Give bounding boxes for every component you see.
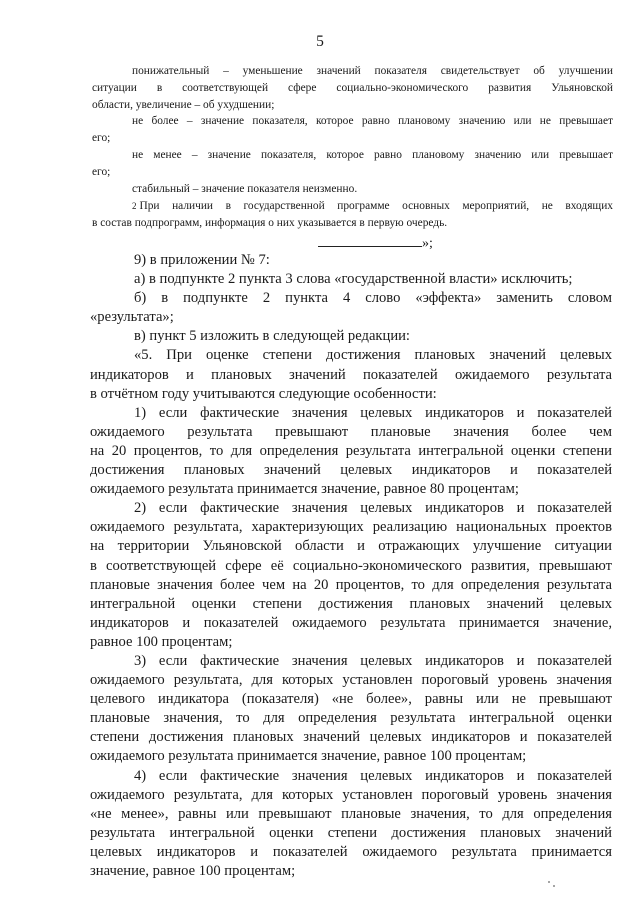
body-text: «не менее», равны или превышают плановые значения, то для определения: [90, 805, 612, 822]
body-text: а) в подпункте 2 пункта 3 слова «государственной власти» исключить;: [134, 271, 573, 288]
body-line: [90, 346, 612, 365]
footnote-line: [92, 164, 613, 181]
body-text: 1) если фактические значения целевых индикаторов и показателей: [134, 404, 612, 421]
footnote-line: [92, 113, 613, 130]
body-text: на территории Ульяновской области и отражающих улучшение ситуации: [90, 538, 612, 555]
footnote-text: его;: [92, 165, 111, 178]
body-text: 9) в приложении № 7:: [134, 252, 270, 268]
body-text: ожидаемого результата принимается значение, равное 80 процентам;: [90, 481, 519, 498]
body-line: [90, 614, 612, 633]
body-line: [90, 270, 612, 289]
body-text: «5. При оценке степени достижения плановых значений целевых: [134, 347, 612, 364]
body-line: [90, 423, 612, 442]
body-line: [90, 385, 612, 404]
body-line: [90, 690, 612, 709]
body-line: [90, 461, 612, 480]
body-text: б) в подпункте 2 пункта 4 слово «эффекта» заменить словом: [134, 290, 612, 307]
body-text: в соответствующей сфере её социально-экономического развития, превышают: [90, 557, 612, 574]
footnote-text: не более – значение показателя, которое равно плановому значению или не превышает: [132, 115, 613, 128]
body-text: «результата»;: [90, 309, 174, 326]
closing-quote: »;: [422, 236, 433, 251]
body-text: результата интегральной оценки степени достижения плановых значений: [90, 824, 612, 841]
body-line: [90, 404, 612, 423]
footnote-line: [92, 215, 613, 232]
footnote-text: стабильный – значение показателя неизменно.: [132, 182, 358, 195]
body-text: 4) если фактические значения целевых индикаторов и показателей: [134, 767, 612, 784]
body-line: [90, 786, 612, 805]
main-body: [90, 251, 612, 881]
body-text: индикаторов и плановых значений показателей ожидаемого результата: [90, 366, 612, 383]
body-line: [90, 843, 612, 862]
body-text: в) пункт 5 изложить в следующей редакции:: [134, 328, 410, 345]
footnote-text: понижательный – уменьшение значений показателя свидетельствует об улучшении: [132, 65, 613, 77]
body-text: плановые значения, то для определения результата интегральной оценки: [90, 710, 612, 727]
body-text: ожидаемого результата, характеризующих реализацию национальных проектов: [90, 519, 612, 536]
body-line: [90, 251, 612, 270]
page-number: 5: [316, 33, 324, 50]
body-text: целевых индикаторов и показателей ожидаемого результата принимается: [90, 843, 612, 860]
footnote-line: [92, 147, 613, 164]
body-text: 2) если фактические значения целевых индикаторов и показателей: [134, 500, 612, 517]
body-line: [90, 518, 612, 537]
body-line: [90, 442, 612, 461]
body-line: [90, 767, 612, 786]
body-line: [90, 862, 612, 881]
footnote-line: [92, 130, 613, 147]
body-line: [90, 671, 612, 690]
body-text: в отчётном году учитываются следующие особенности:: [90, 385, 437, 402]
body-text: индикаторов и показателей ожидаемого результата принимается значение,: [90, 614, 612, 631]
footnote-2: [92, 198, 613, 232]
footnote-text: При наличии в государственной программе основных мероприятий, не входящих: [139, 200, 613, 212]
body-line: [90, 595, 612, 614]
body-line: [90, 537, 612, 556]
body-text: ожидаемого результата, для которых установлен пороговый уровень значения: [90, 786, 612, 803]
body-text: достижения плановых значений целевых индикаторов и показателей: [90, 462, 612, 479]
footnote-block: [92, 63, 613, 197]
footnote-line: [92, 97, 613, 114]
body-text: 3) если фактические значения целевых индикаторов и показателей: [134, 652, 612, 669]
body-text: плановые значения более чем на 20 процентов, то для определения результата: [90, 576, 612, 593]
footnote-line: [92, 80, 613, 97]
body-text: ожидаемого результата превышают плановые значения более чем: [90, 423, 612, 440]
body-line: [90, 728, 612, 747]
footnote-marker: 2: [132, 201, 137, 211]
footnote-line: [92, 181, 613, 198]
body-line: [90, 480, 612, 499]
footnote-text: не менее – значение показателя, которое равно плановому значению или превышает: [132, 148, 613, 161]
closing-underline: [318, 234, 433, 252]
body-text: степени достижения плановых значений целевых индикаторов и показателей: [90, 729, 612, 746]
underline-blank: [318, 234, 422, 247]
body-text: равное 100 процентам;: [90, 633, 233, 650]
body-text: ожидаемого результата принимается значение, равное 100 процентам;: [90, 748, 527, 765]
body-line: [90, 576, 612, 595]
body-line: [90, 652, 612, 671]
body-text: целевого индикатора (показателя) «не более», равны или не превышают: [90, 691, 612, 708]
body-line: [90, 499, 612, 518]
body-line: [90, 747, 612, 766]
scan-speck: [548, 881, 550, 883]
body-line: [90, 308, 612, 327]
body-text: ожидаемого результата, для которых установлен пороговый уровень значения: [90, 672, 612, 689]
body-text: значение, равное 100 процентам;: [90, 863, 296, 879]
footnote-line: [92, 198, 613, 215]
body-text: на 20 процентов, то для определения результата интегральной оценки степени: [90, 442, 612, 459]
scan-speck: [553, 885, 555, 887]
body-line: [90, 805, 612, 824]
footnote-line: [92, 63, 613, 80]
footnote-text: в состав подпрограмм, информация о них указывается в первую очередь.: [92, 216, 448, 229]
body-line: [90, 289, 612, 308]
body-text: интегральной оценки степени достижения плановых значений целевых: [90, 595, 612, 612]
footnote-text: его;: [92, 132, 111, 145]
body-line: [90, 709, 612, 728]
body-line: [90, 824, 612, 843]
body-line: [90, 557, 612, 576]
body-line: [90, 366, 612, 385]
body-line: [90, 327, 612, 346]
footnote-text: области, увеличение – об ухудшении;: [92, 98, 275, 111]
footnote-text: ситуации в соответствующей сфере социально-экономического развития Ульяновской: [92, 81, 613, 94]
body-line: [90, 633, 612, 652]
